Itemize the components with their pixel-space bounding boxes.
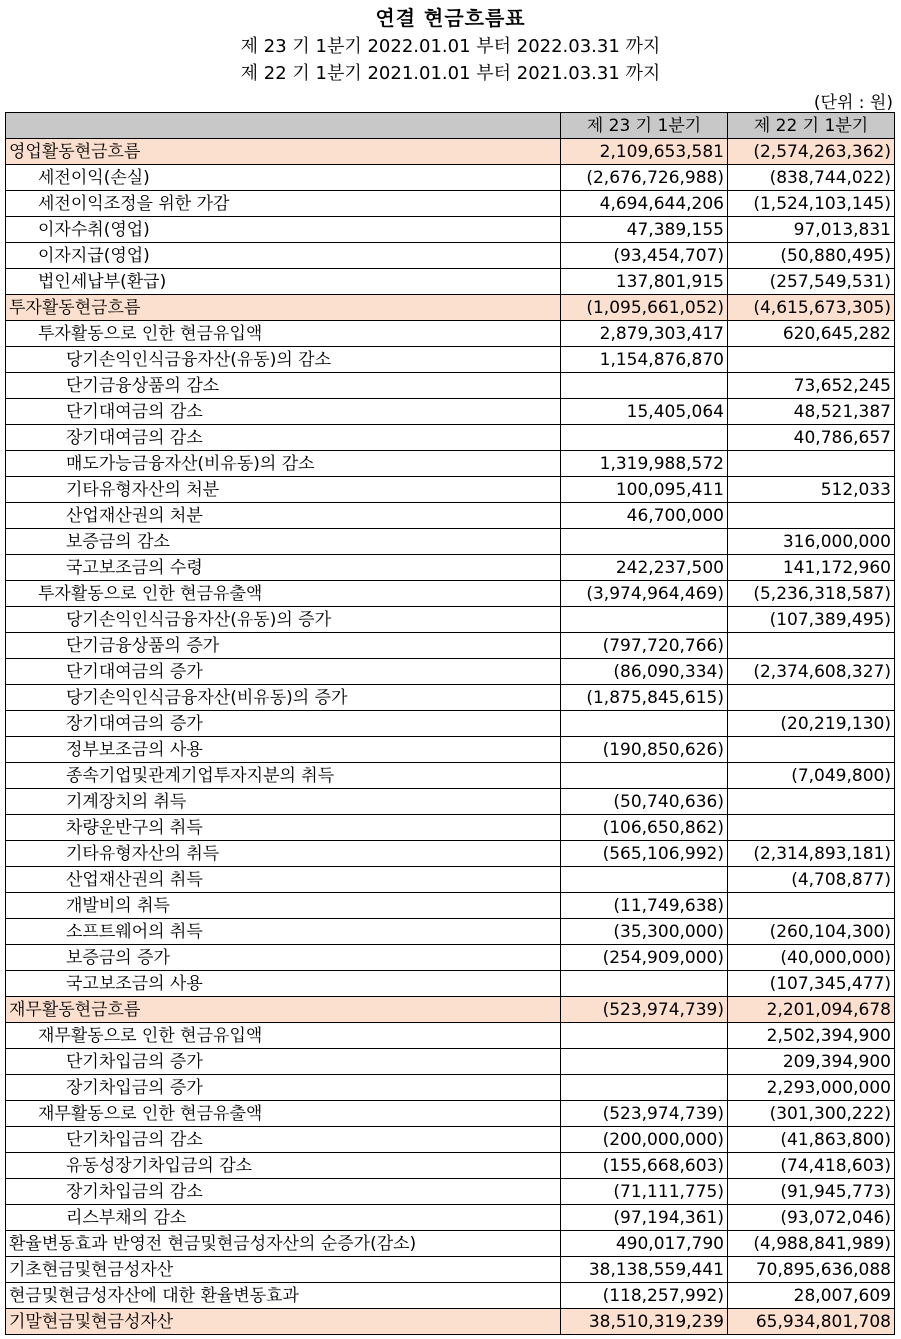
table-row	[6, 997, 895, 1023]
value-current	[561, 607, 728, 633]
table-row	[6, 1231, 895, 1257]
value-current: 1,319,988,572	[561, 451, 728, 477]
row-label: 재무활동현금흐름	[6, 997, 561, 1023]
table-row	[6, 269, 895, 295]
value-prior: 316,000,000	[728, 529, 895, 555]
table-row	[6, 503, 895, 529]
value-current	[561, 1075, 728, 1101]
table-row	[6, 607, 895, 633]
table-row	[6, 555, 895, 581]
value-current: (254,909,000)	[561, 945, 728, 971]
row-label: 소프트웨어의 취득	[6, 919, 561, 945]
table-row	[6, 1049, 895, 1075]
value-current: 490,017,790	[561, 1231, 728, 1257]
table-row	[6, 139, 895, 165]
table-row	[6, 711, 895, 737]
value-prior: (2,374,608,327)	[728, 659, 895, 685]
value-current: (155,668,603)	[561, 1153, 728, 1179]
table-row	[6, 1257, 895, 1283]
value-current: 46,700,000	[561, 503, 728, 529]
table-row	[6, 1205, 895, 1231]
value-prior: (301,300,222)	[728, 1101, 895, 1127]
value-current: 38,138,559,441	[561, 1257, 728, 1283]
row-label: 차량운반구의 취득	[6, 815, 561, 841]
table-row	[6, 1023, 895, 1049]
value-prior: 141,172,960	[728, 555, 895, 581]
value-prior: (838,744,022)	[728, 165, 895, 191]
table-row	[6, 1283, 895, 1309]
value-current: (50,740,636)	[561, 789, 728, 815]
row-label: 단기금융상품의 증가	[6, 633, 561, 659]
table-row	[6, 659, 895, 685]
value-prior: (74,418,603)	[728, 1153, 895, 1179]
row-label: 유동성장기차입금의 감소	[6, 1153, 561, 1179]
value-prior: 2,201,094,678	[728, 997, 895, 1023]
table-row	[6, 763, 895, 789]
table-row	[6, 1153, 895, 1179]
table-row	[6, 867, 895, 893]
table-row	[6, 971, 895, 997]
row-label: 이자지급(영업)	[6, 243, 561, 269]
value-current: 2,109,653,581	[561, 139, 728, 165]
value-prior	[728, 893, 895, 919]
value-prior: 48,521,387	[728, 399, 895, 425]
row-label: 산업재산권의 취득	[6, 867, 561, 893]
value-current: 2,879,303,417	[561, 321, 728, 347]
value-prior: 73,652,245	[728, 373, 895, 399]
row-label: 보증금의 증가	[6, 945, 561, 971]
value-prior: 209,394,900	[728, 1049, 895, 1075]
table-row	[6, 321, 895, 347]
value-prior: (257,549,531)	[728, 269, 895, 295]
value-prior	[728, 685, 895, 711]
value-current: 100,095,411	[561, 477, 728, 503]
value-prior	[728, 737, 895, 763]
row-label: 국고보조금의 수령	[6, 555, 561, 581]
header-label	[6, 113, 561, 139]
value-current: (106,650,862)	[561, 815, 728, 841]
row-label: 투자활동으로 인한 현금유출액	[6, 581, 561, 607]
value-prior: (4,708,877)	[728, 867, 895, 893]
row-label: 단기차입금의 증가	[6, 1049, 561, 1075]
value-current: 137,801,915	[561, 269, 728, 295]
row-label: 단기대여금의 증가	[6, 659, 561, 685]
row-label: 단기대여금의 감소	[6, 399, 561, 425]
table-row	[6, 919, 895, 945]
value-current: 38,510,319,239	[561, 1309, 728, 1335]
value-current: 15,405,064	[561, 399, 728, 425]
period-current: 제 23 기 1분기 2022.01.01 부터 2022.03.31 까지	[240, 36, 661, 57]
value-prior: (4,615,673,305)	[728, 295, 895, 321]
row-label: 법인세납부(환급)	[6, 269, 561, 295]
row-label: 기말현금및현금성자산	[6, 1309, 561, 1335]
value-prior: (4,988,841,989)	[728, 1231, 895, 1257]
value-prior: 97,013,831	[728, 217, 895, 243]
header-current: 제 23 기 1분기	[561, 113, 728, 139]
table-row	[6, 347, 895, 373]
value-prior: (91,945,773)	[728, 1179, 895, 1205]
table-row	[6, 1101, 895, 1127]
value-prior: (5,236,318,587)	[728, 581, 895, 607]
row-label: 이자수취(영업)	[6, 217, 561, 243]
row-label: 매도가능금융자산(비유동)의 감소	[6, 451, 561, 477]
value-prior	[728, 503, 895, 529]
table-header-row	[6, 113, 895, 139]
table-row	[6, 529, 895, 555]
table-row	[6, 893, 895, 919]
value-current	[561, 1023, 728, 1049]
row-label: 장기대여금의 증가	[6, 711, 561, 737]
table-row	[6, 373, 895, 399]
value-current: (118,257,992)	[561, 1283, 728, 1309]
row-label: 당기손익인식금융자산(비유동)의 증가	[6, 685, 561, 711]
table-row	[6, 1075, 895, 1101]
table-row	[6, 945, 895, 971]
row-label: 투자활동현금흐름	[6, 295, 561, 321]
value-current: (797,720,766)	[561, 633, 728, 659]
value-prior: (93,072,046)	[728, 1205, 895, 1231]
table-row	[6, 295, 895, 321]
value-prior: (1,524,103,145)	[728, 191, 895, 217]
row-label: 장기차입금의 증가	[6, 1075, 561, 1101]
table-row	[6, 399, 895, 425]
table-row	[6, 425, 895, 451]
value-current: (523,974,739)	[561, 997, 728, 1023]
row-label: 국고보조금의 사용	[6, 971, 561, 997]
value-prior: 65,934,801,708	[728, 1309, 895, 1335]
value-current: 4,694,644,206	[561, 191, 728, 217]
value-prior	[728, 633, 895, 659]
value-current: (97,194,361)	[561, 1205, 728, 1231]
value-current	[561, 529, 728, 555]
row-label: 정부보조금의 사용	[6, 737, 561, 763]
value-current: (35,300,000)	[561, 919, 728, 945]
table-row	[6, 815, 895, 841]
table-row	[6, 217, 895, 243]
value-current: (3,974,964,469)	[561, 581, 728, 607]
value-prior: 620,645,282	[728, 321, 895, 347]
value-prior	[728, 789, 895, 815]
value-current	[561, 763, 728, 789]
cash-flow-table	[5, 112, 895, 1335]
value-current: (93,454,707)	[561, 243, 728, 269]
value-prior	[728, 815, 895, 841]
value-current: (200,000,000)	[561, 1127, 728, 1153]
value-current	[561, 867, 728, 893]
value-current	[561, 425, 728, 451]
value-current: (71,111,775)	[561, 1179, 728, 1205]
row-label: 당기손익인식금융자산(유동)의 증가	[6, 607, 561, 633]
value-prior: 512,033	[728, 477, 895, 503]
table-row	[6, 1179, 895, 1205]
row-label: 기타유형자산의 취득	[6, 841, 561, 867]
value-current: (11,749,638)	[561, 893, 728, 919]
value-prior: (107,345,477)	[728, 971, 895, 997]
row-label: 개발비의 취득	[6, 893, 561, 919]
row-label: 영업활동현금흐름	[6, 139, 561, 165]
value-prior: 2,293,000,000	[728, 1075, 895, 1101]
period-prior: 제 22 기 1분기 2021.01.01 부터 2021.03.31 까지	[240, 63, 661, 84]
table-body	[6, 139, 895, 1335]
row-label: 단기차입금의 감소	[6, 1127, 561, 1153]
table-row	[6, 581, 895, 607]
value-prior	[728, 347, 895, 373]
value-prior	[728, 451, 895, 477]
row-label: 세전이익조정을 위한 가감	[6, 191, 561, 217]
row-label: 리스부채의 감소	[6, 1205, 561, 1231]
row-label: 장기차입금의 감소	[6, 1179, 561, 1205]
value-prior: 2,502,394,900	[728, 1023, 895, 1049]
table-row	[6, 165, 895, 191]
table-row	[6, 685, 895, 711]
value-prior: (20,219,130)	[728, 711, 895, 737]
value-current: (2,676,726,988)	[561, 165, 728, 191]
value-current	[561, 1049, 728, 1075]
value-current: (1,875,845,615)	[561, 685, 728, 711]
value-current: (86,090,334)	[561, 659, 728, 685]
table-row	[6, 191, 895, 217]
value-current: (1,095,661,052)	[561, 295, 728, 321]
row-label: 재무활동으로 인한 현금유출액	[6, 1101, 561, 1127]
row-label: 보증금의 감소	[6, 529, 561, 555]
value-current: (565,106,992)	[561, 841, 728, 867]
value-prior: (2,314,893,181)	[728, 841, 895, 867]
value-current	[561, 711, 728, 737]
table-row	[6, 789, 895, 815]
value-current	[561, 373, 728, 399]
table-row	[6, 1309, 895, 1335]
value-prior: 28,007,609	[728, 1283, 895, 1309]
row-label: 재무활동으로 인한 현금유입액	[6, 1023, 561, 1049]
row-label: 환율변동효과 반영전 현금및현금성자산의 순증가(감소)	[6, 1231, 561, 1257]
table-row	[6, 477, 895, 503]
row-label: 장기대여금의 감소	[6, 425, 561, 451]
value-prior: (40,000,000)	[728, 945, 895, 971]
table-row	[6, 841, 895, 867]
value-prior: (2,574,263,362)	[728, 139, 895, 165]
value-prior: (260,104,300)	[728, 919, 895, 945]
table-row	[6, 243, 895, 269]
value-current: 47,389,155	[561, 217, 728, 243]
value-current	[561, 971, 728, 997]
row-label: 투자활동으로 인한 현금유입액	[6, 321, 561, 347]
value-prior: (41,863,800)	[728, 1127, 895, 1153]
header-prior: 제 22 기 1분기	[728, 113, 895, 139]
table-row	[6, 451, 895, 477]
row-label: 산업재산권의 처분	[6, 503, 561, 529]
table-row	[6, 633, 895, 659]
table-row	[6, 737, 895, 763]
value-current: 1,154,876,870	[561, 347, 728, 373]
row-label: 현금및현금성자산에 대한 환율변동효과	[6, 1283, 561, 1309]
row-label: 단기금융상품의 감소	[6, 373, 561, 399]
value-prior: 40,786,657	[728, 425, 895, 451]
value-prior: (7,049,800)	[728, 763, 895, 789]
row-label: 기초현금및현금성자산	[6, 1257, 561, 1283]
unit-label: (단위 : 원)	[813, 93, 893, 113]
value-prior: (107,389,495)	[728, 607, 895, 633]
value-current: (190,850,626)	[561, 737, 728, 763]
statement-title: 연결 현금흐름표	[375, 6, 526, 30]
row-label: 세전이익(손실)	[6, 165, 561, 191]
value-prior: 70,895,636,088	[728, 1257, 895, 1283]
value-current: (523,974,739)	[561, 1101, 728, 1127]
table-row	[6, 1127, 895, 1153]
row-label: 당기손익인식금융자산(유동)의 감소	[6, 347, 561, 373]
row-label: 기타유형자산의 처분	[6, 477, 561, 503]
value-prior: (50,880,495)	[728, 243, 895, 269]
row-label: 기계장치의 취득	[6, 789, 561, 815]
row-label: 종속기업및관계기업투자지분의 취득	[6, 763, 561, 789]
value-current: 242,237,500	[561, 555, 728, 581]
